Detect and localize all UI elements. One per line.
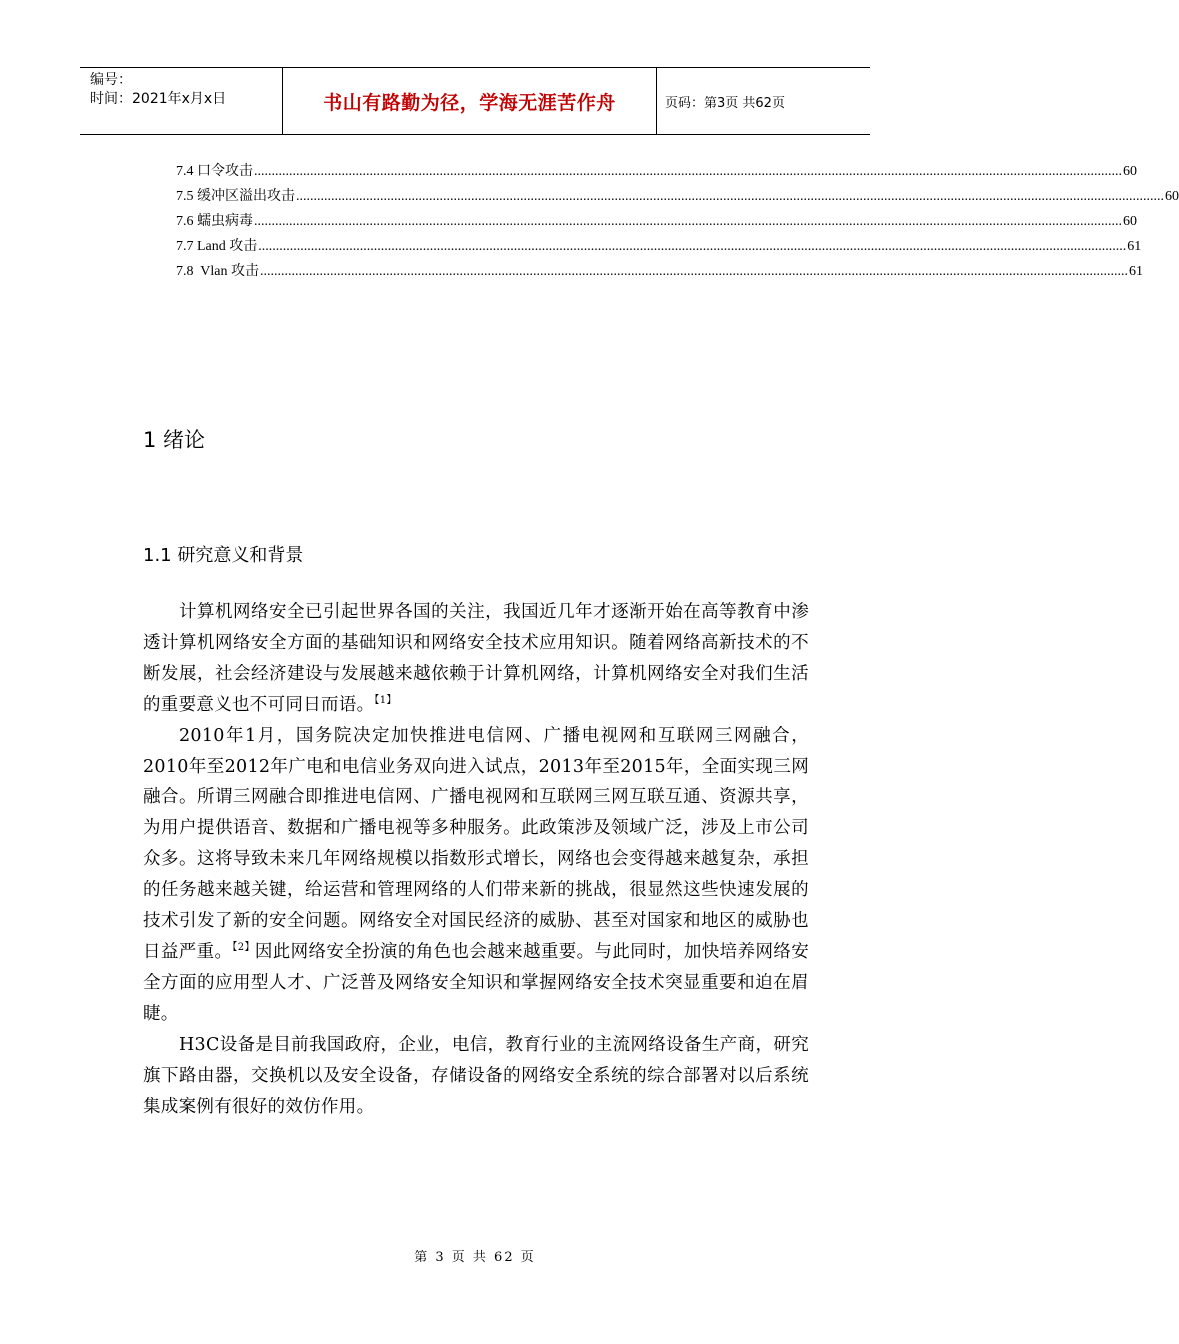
toc-entry-label: 7.5 缓冲区溢出攻击 xyxy=(176,189,295,204)
header-code-label: 编号： xyxy=(90,72,132,88)
toc-leader: ........................................................................................................................................................................................................................................................ xyxy=(258,239,1127,254)
citation-ref: 【1】 xyxy=(374,694,397,706)
toc-entry-label: 7.7 Land 攻击 xyxy=(176,239,258,254)
toc-entry-label: 7.4 口令攻击 xyxy=(176,164,253,179)
toc-leader: ........................................................................................................................................................................................................................................................ xyxy=(296,189,1164,204)
toc-entry-page: 60 xyxy=(1165,189,1179,204)
paragraph xyxy=(143,1030,809,1123)
page-header xyxy=(80,67,870,135)
paragraph-text-continued: 因此网络安全扮演的角色也会越来越重要。与此同时，加快培养网络安全方面的应用型人才、广泛普及网络安全知识和掌握网络安全技术突显重要和迫在眉睫。 xyxy=(143,941,809,1024)
paragraph-text: H3C设备是目前我国政府，企业，电信，教育行业的主流网络设备生产商，研究旗下路由器，交换机以及安全设备，存储设备的网络安全系统的综合部署对以后系统集成案例有很好的效仿作用。 xyxy=(143,1034,809,1117)
toc-entry-label: 7.6 蠕虫病毒 xyxy=(176,214,253,229)
citation-ref: 【2】 xyxy=(232,942,255,954)
paragraph-text: 计算机网络安全已引起世界各国的关注，我国近几年才逐渐开始在高等教育中渗透计算机网络安全方面的基础知识和网络安全技术应用知识。随着网络高新技术的不断发展，社会经济建设与发展越来越依赖于计算机网络，计算机网络安全对我们生活的重要意义也不可同日而语。 xyxy=(143,602,809,715)
body-text xyxy=(143,597,809,1122)
page-footer: 第 3 页 共 62 页 xyxy=(414,1250,536,1265)
section-title: 1.1 研究意义和背景 xyxy=(143,545,304,566)
toc-entry-page: 61 xyxy=(1127,239,1142,254)
toc-entry[interactable] xyxy=(176,185,1179,210)
header-motto: 书山有路勤为径，学海无涯苦作舟 xyxy=(283,68,657,134)
header-page-info: 页码：第3页 共62页 xyxy=(665,95,785,111)
toc-entry-page: 60 xyxy=(1123,164,1137,179)
paragraph-text: 2010年1月，国务院决定加快推进电信网、广播电视网和互联网三网融合，2010年至2012年广电和电信业务双向进入试点，2013年至2015年，全面实现三网融合。所谓三网融合即推进电信网、广播电视网和互联网三网互联互通、资源共享，为用户提供语音、数据和广播电视等多种服务。此政策涉及领域广泛，涉及上市公司众多。这将导致未来几年网络规模以指数形式增长，网络也会变得越来越复杂，承担的任务越来越关键，给运营和管理网络的人们带来新的挑战，很显然这些快速发展的技术引发了新的安全问题。网络安全对国民经济的威胁、甚至对国家和地区的威胁也日益严重。 xyxy=(143,725,809,962)
toc-entry[interactable] xyxy=(176,210,1137,235)
chapter-title: 1 绪论 xyxy=(143,428,206,452)
toc-leader: ........................................................................................................................................................................................................................................................ xyxy=(259,264,1128,279)
paragraph xyxy=(143,721,809,1030)
header-meta xyxy=(80,68,283,134)
paragraph xyxy=(143,597,809,721)
toc-entry-page: 61 xyxy=(1128,264,1143,279)
toc-entry[interactable] xyxy=(176,235,1142,260)
header-time-label: 时间：2021年x月x日 xyxy=(90,91,227,107)
toc-entry[interactable] xyxy=(176,260,1143,285)
toc-entry-page: 60 xyxy=(1123,214,1137,229)
toc-leader: ........................................................................................................................................................................................................................................................ xyxy=(254,214,1122,229)
table-of-contents xyxy=(176,160,1179,285)
toc-leader: ........................................................................................................................................................................................................................................................ xyxy=(254,164,1122,179)
toc-entry[interactable] xyxy=(176,160,1137,185)
toc-entry-label: 7.8 Vlan 攻击 xyxy=(176,264,259,279)
